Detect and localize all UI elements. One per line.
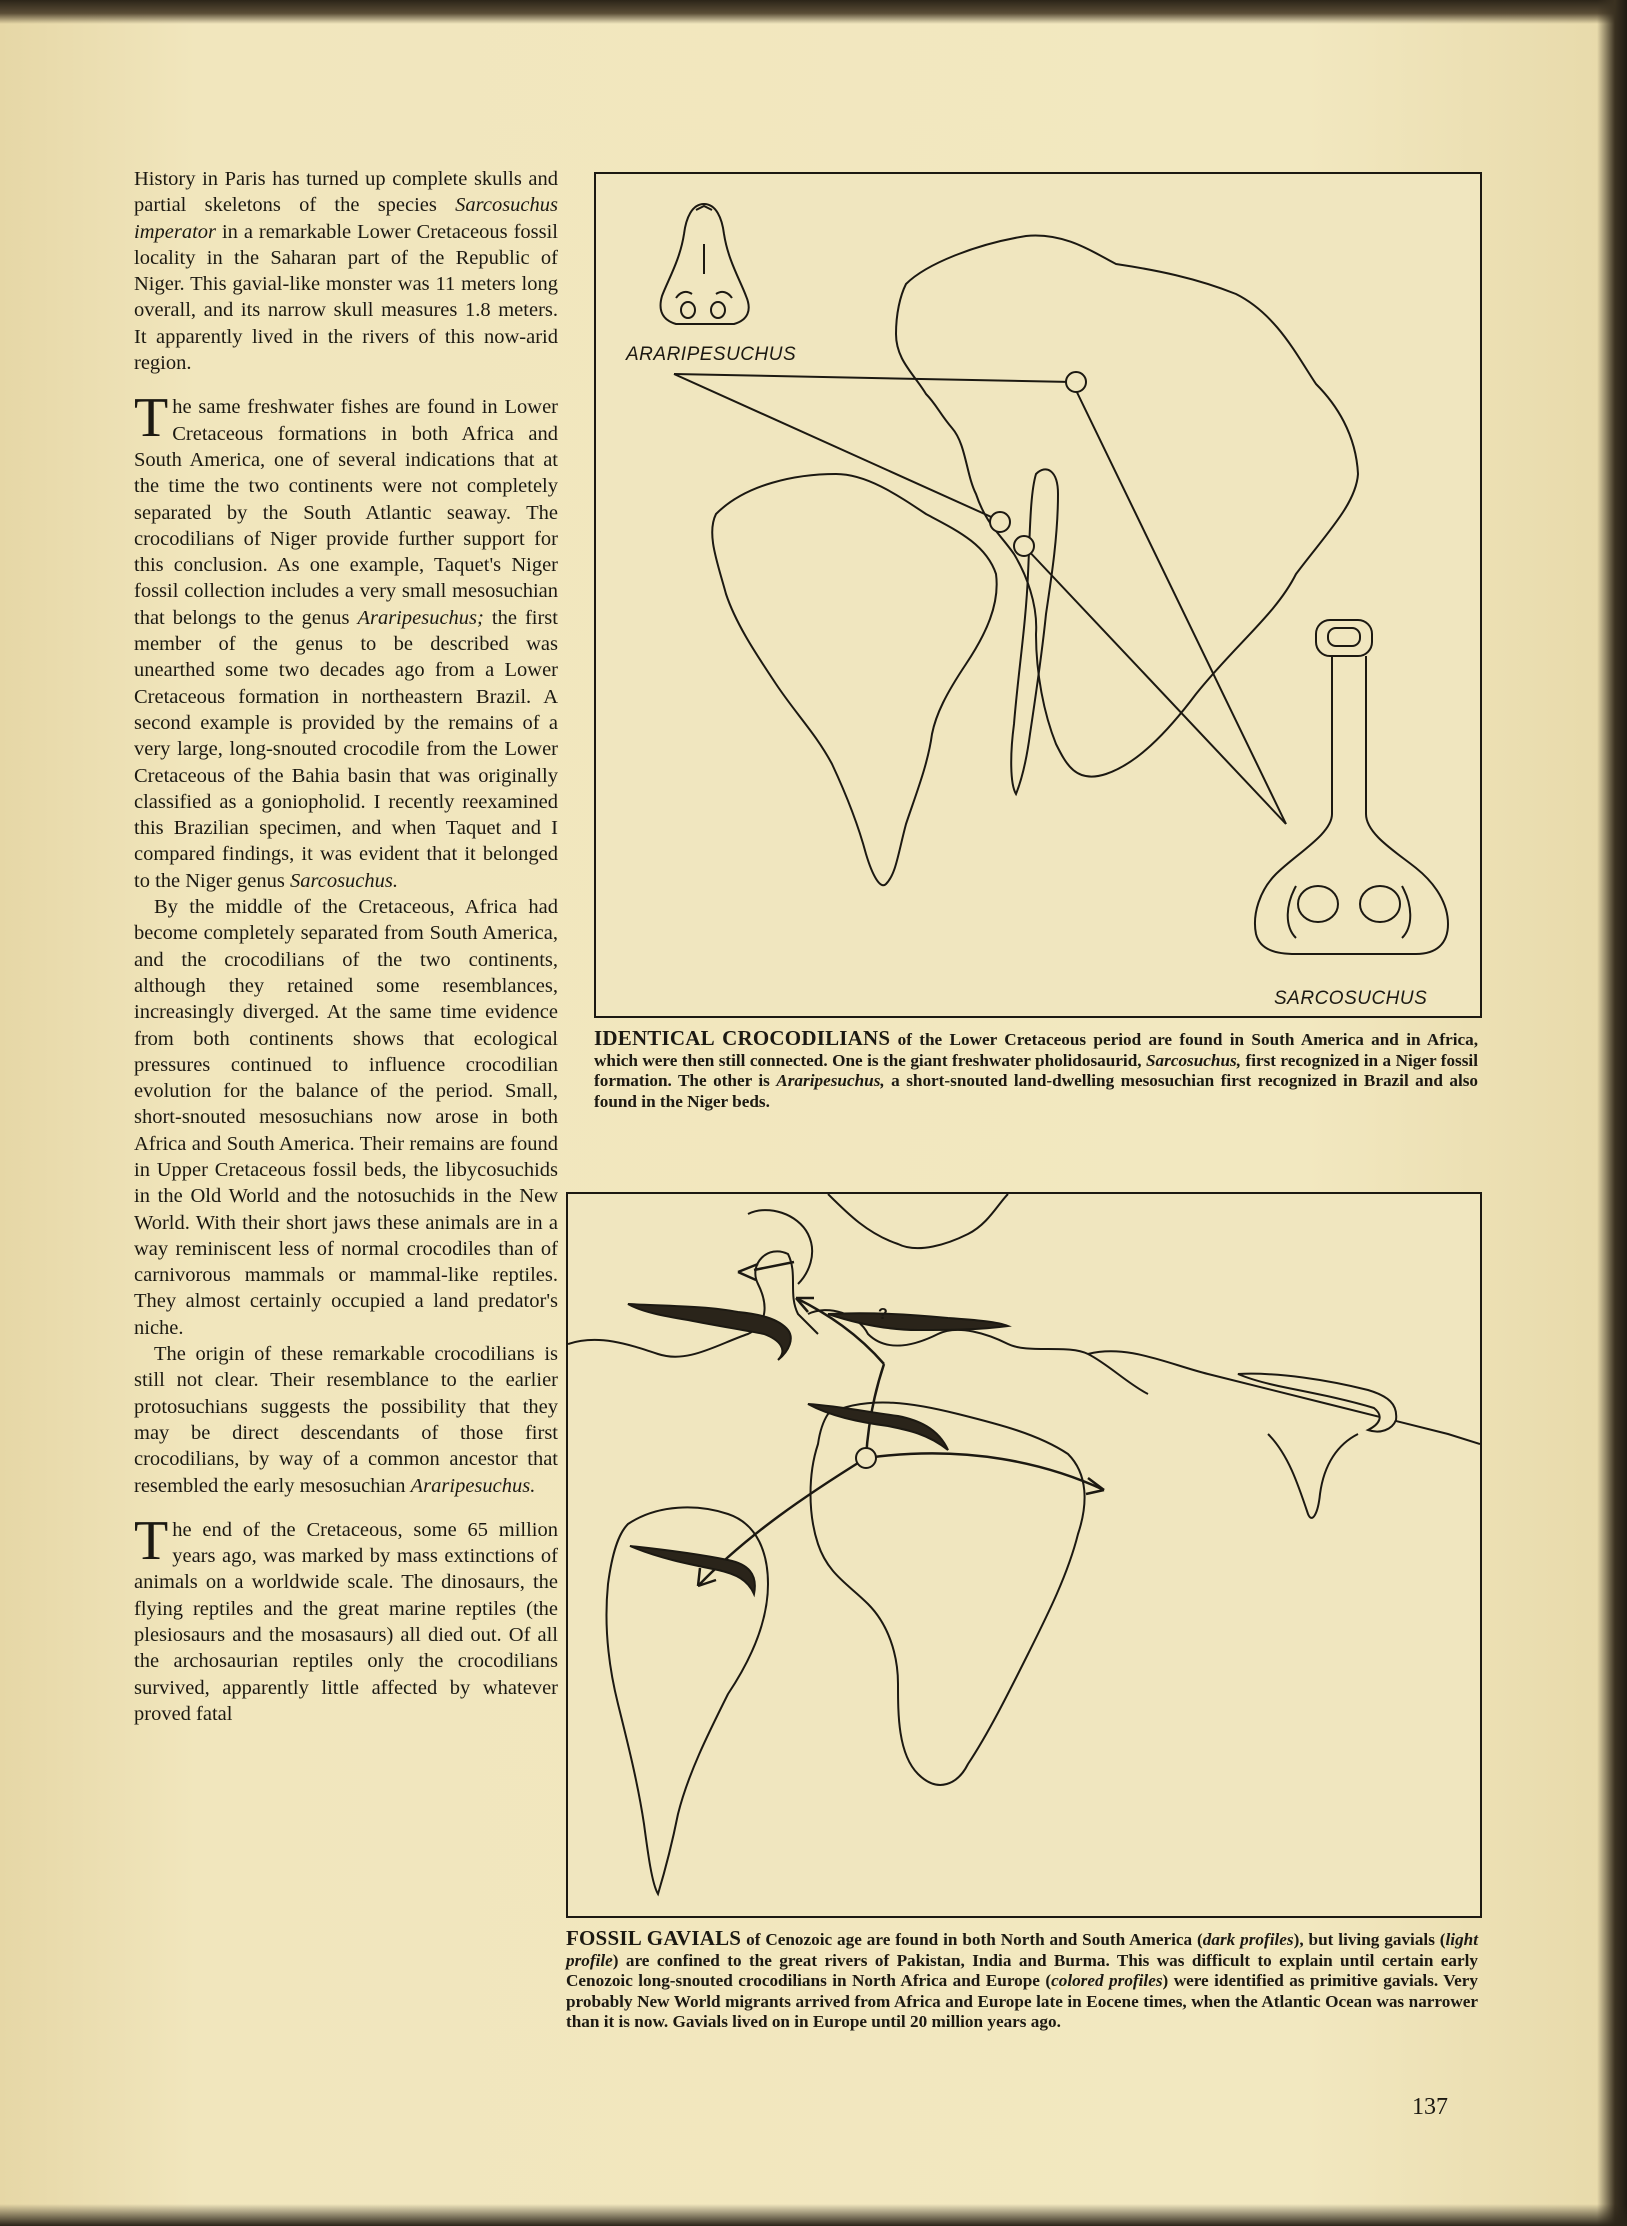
africa-outline bbox=[811, 1402, 1085, 1784]
text-run: the first member of the genus to be described was unearthed some two decades ago from a Lower Cretaceous formation in northeastern Brazil. A second example is provided by the remains of a very large, long-snouted crocodile from the Lower Cretaceous of the Bahia basin that was originally classified as a goniopholid. I recently reexamined this Brazilian specimen, and when Taquet and I compared findings, it was evident that it belonged to the Niger genus bbox=[134, 606, 558, 892]
italic-text: Sarcosuchus. bbox=[290, 869, 398, 892]
question-mark-label: ? bbox=[878, 1306, 888, 1323]
text-run: By the middle of the Cretaceous, Africa had become completely separated from South America, and the crocodilians of the two continents, although they retained some resemblances, increasingly diverged. At the same time evidence from both continents shows that ecological pressures continued to influence crocodilian evolution for the balance of the period. Small, short-snouted mesosuchians now arose in both Africa and South America. Their remains are found in Upper Cretaceous fossil beds, the libycosuchids in the Old World and the notosuchids in the New World. With their short jaws these animals are in a way reminiscent less of normal crocodiles than of carnivorous mammals or mammal-like reptiles. They almost certainly occupied a land predator's niche. bbox=[134, 896, 558, 1339]
gondwana-map-illustration bbox=[596, 174, 1480, 1016]
label-sarcosuchus: SARCOSUCHUS bbox=[1274, 988, 1428, 1009]
text-run: The same freshwater fishes are found in Lower Cretaceous formations in both Africa and South America, one of several indications that at the time the two continents were not completely separated by the South Atlantic seaway. The crocodilians of Niger provide further support for this conclusion. As one example, Taquet's Niger fossil collection includes a very small mesosuchian that belongs to the genus bbox=[134, 387, 558, 629]
text-run: History in Paris has turned up complete skulls and partial skeletons of the species bbox=[134, 168, 558, 217]
araripesuchus-skull-icon bbox=[661, 204, 749, 324]
paragraph-4 bbox=[134, 1341, 558, 1499]
italic-text: Araripesuchus, bbox=[776, 1071, 885, 1090]
light-gavial-profile bbox=[1238, 1374, 1396, 1432]
figure-gavial-migration-map bbox=[566, 1192, 1482, 1918]
italic-text: Araripesuchus. bbox=[410, 1474, 536, 1497]
caption-title: IDENTICAL CROCODILIANS bbox=[594, 1026, 891, 1050]
italic-text: Sarcosuchus, bbox=[1145, 1050, 1242, 1070]
text-run: a short-snouted land-dwelling mesosuchian first recognized in Brazil and also found in the Niger beds. bbox=[594, 1071, 1479, 1111]
page-right-edge bbox=[1597, 0, 1627, 2226]
page-bottom-edge bbox=[0, 2204, 1627, 2226]
text-run: of the Lower Cretaceous period are found in South America and in Africa, which were then still connected. One is the giant freshwater pholidosaurid, bbox=[594, 1030, 1478, 1070]
south-america-outline bbox=[712, 474, 996, 885]
page-top-edge bbox=[0, 0, 1627, 24]
dark-gavial-profiles bbox=[628, 1304, 1008, 1594]
asia-outline bbox=[1088, 1351, 1480, 1444]
figure2-caption bbox=[566, 1928, 1478, 2033]
caption-title: FOSSIL GAVIALS bbox=[566, 1926, 742, 1950]
text-run: ), but living gavials ( bbox=[1293, 1930, 1446, 1949]
paragraph-3 bbox=[134, 894, 558, 1341]
text-run: of Cenozoic age are found in both North and South America ( bbox=[741, 1930, 1203, 1949]
figure1-caption bbox=[594, 1028, 1478, 1112]
text-run: first recognized in a Niger fossil formation. The other is bbox=[594, 1050, 1478, 1090]
italic-text: dark profiles bbox=[1202, 1930, 1294, 1949]
italic-text: Sarcosuchus imperator bbox=[134, 194, 558, 243]
paragraph-5 bbox=[134, 1509, 558, 1727]
italic-text: Araripesuchus; bbox=[357, 606, 484, 629]
rift-outline bbox=[1011, 469, 1058, 794]
india-outline bbox=[1268, 1434, 1358, 1518]
text-run: ) are confined to the great rivers of Pakistan, India and Burma. This was difficult to explain until certain early Cenozoic long-snouted crocodilians in North Africa and Europe ( bbox=[566, 1950, 1478, 1990]
europe-outline bbox=[828, 1194, 1008, 1248]
article-text-column bbox=[134, 166, 558, 1727]
paragraph-2 bbox=[134, 387, 558, 894]
locality-markers bbox=[990, 372, 1086, 556]
figure-continents-map bbox=[594, 172, 1482, 1018]
italic-text: light profile bbox=[566, 1930, 1479, 1970]
greenland-outline bbox=[748, 1210, 812, 1284]
text-run: in a remarkable Lower Cretaceous fossil locality in the Saharan part of the Republic of Niger. This gavial-like monster was 11 meters long overall, and its narrow skull measures 1.8 meters. It apparently lived in the rivers of this now-arid region. bbox=[134, 220, 558, 375]
text-run: ) were identified as primitive gavials. Very probably New World migrants arrived from Africa and Europe late in Eocene times, when the Atlantic Ocean was narrower than it is now. Gavials lived on in Europe until 20 million years ago. bbox=[566, 1971, 1478, 2031]
sarcosuchus-skull-icon bbox=[1255, 620, 1448, 954]
text-run: The origin of these remarkable crocodilians is still not clear. Their resemblance to the earlier protosuchians suggests the possibility that they may be direct descendants of those first crocodilians, by way of a common ancestor that resembled the early mesosuchian bbox=[134, 1343, 558, 1497]
label-araripesuchus: ARARIPESUCHUS bbox=[626, 344, 797, 365]
paragraph-1 bbox=[134, 166, 558, 376]
text-run: The end of the Cretaceous, some 65 million years ago, was marked by mass extinctions of animals on a worldwide scale. The dinosaurs, the flying reptiles and the great marine reptiles (the plesiosaurs and the mosasaurs) all died out. Of all the archosaurian reptiles only the crocodilians survived, apparently little affected by whatever proved fatal bbox=[134, 1509, 558, 1725]
connection-lines bbox=[674, 374, 1286, 824]
origin-marker bbox=[856, 1448, 876, 1468]
page-number: 137 bbox=[1412, 2094, 1448, 2120]
italic-text: colored profiles bbox=[1051, 1971, 1163, 1990]
world-map-illustration bbox=[568, 1194, 1480, 1916]
